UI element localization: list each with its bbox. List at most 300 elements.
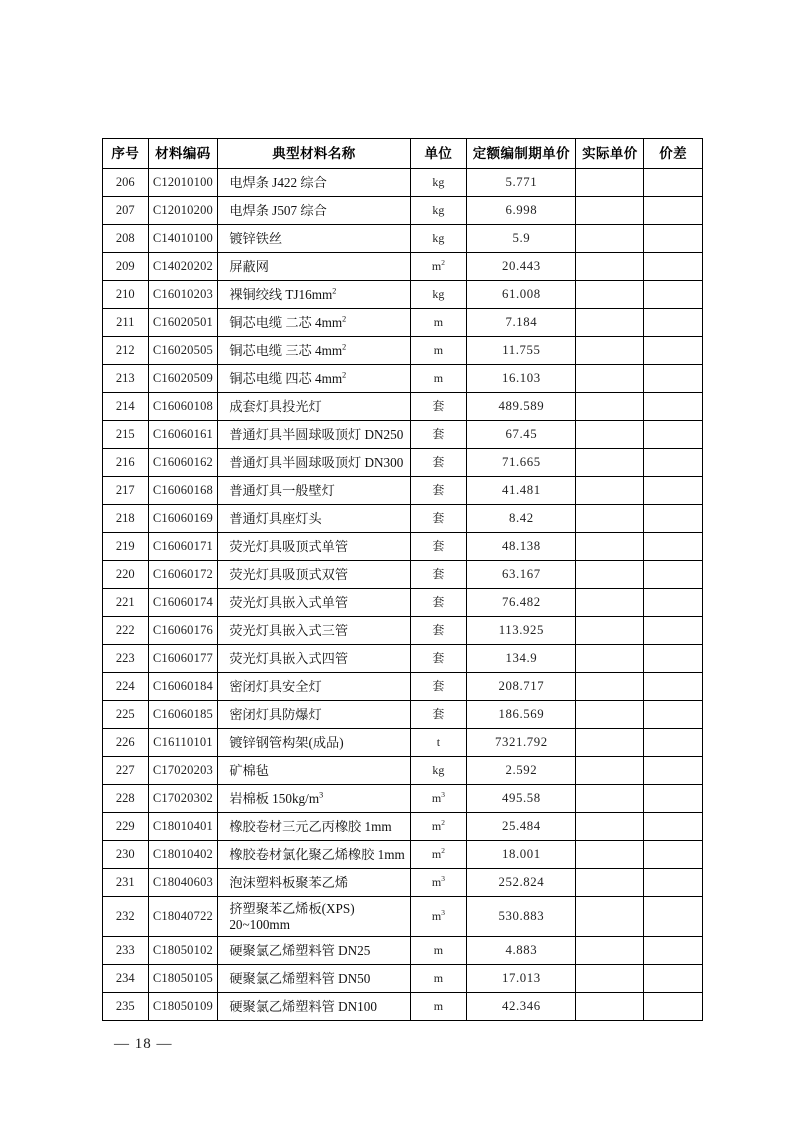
cell-material-code: C14020202 xyxy=(148,253,218,281)
cell-actual-price[interactable] xyxy=(576,589,644,617)
table-row xyxy=(103,813,703,841)
material-name-text: 硬聚氯乙烯塑料管 DN100 xyxy=(229,998,377,1014)
material-name-text: 硬聚氯乙烯塑料管 DN50 xyxy=(229,970,371,986)
cell-material-name xyxy=(218,449,410,477)
cell-base-price: 186.569 xyxy=(467,701,576,729)
cell-actual-price[interactable] xyxy=(576,869,644,897)
cell-base-price: 530.883 xyxy=(467,897,576,937)
material-name-text: 电焊条 J507 综合 xyxy=(229,202,327,218)
cell-price-difference[interactable] xyxy=(644,673,703,701)
cell-actual-price[interactable] xyxy=(576,337,644,365)
column-header-actual-price: 实际单价 xyxy=(576,139,644,169)
unit-text: m xyxy=(431,909,442,924)
cell-base-price: 4.883 xyxy=(467,937,576,965)
material-name-text: 矿棉毡 xyxy=(229,762,269,778)
cell-sequence: 235 xyxy=(103,993,149,1021)
cell-price-difference[interactable] xyxy=(644,253,703,281)
material-name-text: 铜芯电缆 四芯 4mm xyxy=(229,370,343,386)
cell-material-name xyxy=(218,813,410,841)
cell-price-difference[interactable] xyxy=(644,701,703,729)
unit-text: m xyxy=(433,371,444,386)
cell-material-name xyxy=(218,701,410,729)
table-row xyxy=(103,337,703,365)
material-name-text: 普通灯具半圆球吸顶灯 DN250 xyxy=(229,426,404,442)
cell-actual-price[interactable] xyxy=(576,505,644,533)
cell-unit xyxy=(410,645,467,673)
unit-text: m xyxy=(431,847,442,862)
unit-superscript: 3 xyxy=(441,874,445,884)
cell-material-name xyxy=(218,281,410,309)
cell-base-price: 8.42 xyxy=(467,505,576,533)
cell-base-price: 48.138 xyxy=(467,533,576,561)
cell-actual-price[interactable] xyxy=(576,701,644,729)
cell-base-price: 6.998 xyxy=(467,197,576,225)
cell-sequence: 212 xyxy=(103,337,149,365)
cell-material-code: C17020203 xyxy=(148,757,218,785)
cell-actual-price[interactable] xyxy=(576,673,644,701)
cell-actual-price[interactable] xyxy=(576,169,644,197)
material-name-text: 密闭灯具安全灯 xyxy=(229,678,322,694)
cell-sequence: 234 xyxy=(103,965,149,993)
cell-actual-price[interactable] xyxy=(576,421,644,449)
cell-actual-price[interactable] xyxy=(576,309,644,337)
cell-actual-price[interactable] xyxy=(576,393,644,421)
cell-unit xyxy=(410,365,467,393)
material-name-text: 成套灯具投光灯 xyxy=(229,398,322,414)
cell-price-difference[interactable] xyxy=(644,365,703,393)
table-row xyxy=(103,253,703,281)
cell-price-difference[interactable] xyxy=(644,169,703,197)
table-row xyxy=(103,365,703,393)
table-row xyxy=(103,197,703,225)
table-row xyxy=(103,897,703,937)
cell-base-price: 71.665 xyxy=(467,449,576,477)
cell-material-name xyxy=(218,841,410,869)
cell-price-difference[interactable] xyxy=(644,993,703,1021)
cell-material-code: C18050109 xyxy=(148,993,218,1021)
cell-base-price: 61.008 xyxy=(467,281,576,309)
cell-material-name xyxy=(218,757,410,785)
cell-base-price: 208.717 xyxy=(467,673,576,701)
cell-material-name xyxy=(218,673,410,701)
material-name-text: 屏蔽网 xyxy=(229,258,269,274)
cell-base-price: 16.103 xyxy=(467,365,576,393)
cell-sequence: 228 xyxy=(103,785,149,813)
material-name-text: 普通灯具座灯头 xyxy=(229,510,322,526)
cell-sequence: 218 xyxy=(103,505,149,533)
cell-base-price: 18.001 xyxy=(467,841,576,869)
unit-text: kg xyxy=(432,287,445,302)
cell-unit xyxy=(410,253,467,281)
cell-material-name xyxy=(218,729,410,757)
table-row xyxy=(103,617,703,645)
cell-base-price: 20.443 xyxy=(467,253,576,281)
cell-material-code: C18050102 xyxy=(148,937,218,965)
cell-price-difference[interactable] xyxy=(644,729,703,757)
table-row xyxy=(103,169,703,197)
cell-material-code: C16060174 xyxy=(148,589,218,617)
unit-text: 套 xyxy=(432,427,445,442)
cell-material-name xyxy=(218,393,410,421)
cell-material-name xyxy=(218,533,410,561)
cell-actual-price[interactable] xyxy=(576,365,644,393)
cell-price-difference[interactable] xyxy=(644,617,703,645)
cell-sequence: 210 xyxy=(103,281,149,309)
cell-actual-price[interactable] xyxy=(576,477,644,505)
cell-base-price: 67.45 xyxy=(467,421,576,449)
cell-sequence: 231 xyxy=(103,869,149,897)
cell-material-name xyxy=(218,617,410,645)
cell-material-name xyxy=(218,505,410,533)
cell-material-code: C16060168 xyxy=(148,477,218,505)
unit-text: 套 xyxy=(432,595,445,610)
cell-base-price: 76.482 xyxy=(467,589,576,617)
cell-material-name xyxy=(218,965,410,993)
material-name-text: 裸铜绞线 TJ16mm xyxy=(229,286,333,302)
cell-unit xyxy=(410,561,467,589)
cell-material-name xyxy=(218,225,410,253)
cell-unit xyxy=(410,477,467,505)
cell-material-code: C16010203 xyxy=(148,281,218,309)
cell-base-price: 252.824 xyxy=(467,869,576,897)
cell-price-difference[interactable] xyxy=(644,477,703,505)
table-row xyxy=(103,965,703,993)
cell-price-difference[interactable] xyxy=(644,589,703,617)
cell-unit xyxy=(410,841,467,869)
cell-unit xyxy=(410,897,467,937)
cell-unit xyxy=(410,785,467,813)
cell-actual-price[interactable] xyxy=(576,617,644,645)
cell-sequence: 206 xyxy=(103,169,149,197)
cell-base-price: 17.013 xyxy=(467,965,576,993)
material-name-text: 荧光灯具嵌入式四管 xyxy=(229,650,349,666)
material-name-superscript: 2 xyxy=(342,314,347,324)
unit-text: kg xyxy=(432,203,445,218)
cell-price-difference[interactable] xyxy=(644,449,703,477)
unit-text: m xyxy=(431,259,442,274)
unit-text: 套 xyxy=(432,623,445,638)
cell-price-difference[interactable] xyxy=(644,281,703,309)
cell-actual-price[interactable] xyxy=(576,757,644,785)
cell-sequence: 229 xyxy=(103,813,149,841)
cell-material-code: C16060176 xyxy=(148,617,218,645)
table-body xyxy=(103,169,703,1021)
cell-unit xyxy=(410,729,467,757)
cell-material-name xyxy=(218,869,410,897)
table-row xyxy=(103,589,703,617)
table-row xyxy=(103,869,703,897)
cell-material-name xyxy=(218,993,410,1021)
cell-base-price: 25.484 xyxy=(467,813,576,841)
cell-unit xyxy=(410,993,467,1021)
cell-actual-price[interactable] xyxy=(576,197,644,225)
cell-unit xyxy=(410,309,467,337)
cell-material-code: C16020509 xyxy=(148,365,218,393)
cell-actual-price[interactable] xyxy=(576,225,644,253)
material-price-table xyxy=(102,138,703,1021)
unit-text: 套 xyxy=(432,651,445,666)
cell-material-code: C12010100 xyxy=(148,169,218,197)
unit-superscript: 3 xyxy=(441,790,445,800)
cell-unit xyxy=(410,701,467,729)
cell-unit xyxy=(410,757,467,785)
column-header-unit: 单位 xyxy=(410,139,467,169)
cell-price-difference[interactable] xyxy=(644,421,703,449)
table-header-row xyxy=(103,139,703,169)
cell-actual-price[interactable] xyxy=(576,561,644,589)
material-name-text: 普通灯具一般壁灯 xyxy=(229,482,335,498)
cell-sequence: 232 xyxy=(103,897,149,937)
cell-unit xyxy=(410,505,467,533)
unit-text: m xyxy=(433,315,444,330)
cell-price-difference[interactable] xyxy=(644,937,703,965)
cell-price-difference[interactable] xyxy=(644,225,703,253)
material-name-text: 荧光灯具吸顶式单管 xyxy=(229,538,349,554)
cell-unit xyxy=(410,813,467,841)
cell-material-code: C17020302 xyxy=(148,785,218,813)
cell-material-code: C18040722 xyxy=(148,897,218,937)
cell-base-price: 134.9 xyxy=(467,645,576,673)
cell-sequence: 222 xyxy=(103,617,149,645)
unit-text: 套 xyxy=(432,539,445,554)
cell-material-code: C16020505 xyxy=(148,337,218,365)
cell-unit xyxy=(410,337,467,365)
cell-price-difference[interactable] xyxy=(644,393,703,421)
cell-sequence: 220 xyxy=(103,561,149,589)
cell-material-name xyxy=(218,169,410,197)
cell-unit xyxy=(410,869,467,897)
cell-sequence: 209 xyxy=(103,253,149,281)
unit-text: m xyxy=(433,971,444,986)
cell-price-difference[interactable] xyxy=(644,337,703,365)
table-row xyxy=(103,281,703,309)
cell-material-code: C16060172 xyxy=(148,561,218,589)
unit-text: kg xyxy=(432,231,445,246)
cell-actual-price[interactable] xyxy=(576,993,644,1021)
material-name-text: 荧光灯具嵌入式三管 xyxy=(229,622,349,638)
cell-price-difference[interactable] xyxy=(644,897,703,937)
cell-price-difference[interactable] xyxy=(644,841,703,869)
cell-material-code: C16060185 xyxy=(148,701,218,729)
cell-unit xyxy=(410,421,467,449)
material-name-text: 荧光灯具吸顶式双管 xyxy=(229,566,349,582)
cell-material-name xyxy=(218,937,410,965)
table-row xyxy=(103,701,703,729)
unit-superscript: 2 xyxy=(441,846,445,856)
cell-price-difference[interactable] xyxy=(644,645,703,673)
table-row xyxy=(103,309,703,337)
cell-material-code: C18040603 xyxy=(148,869,218,897)
unit-text: m xyxy=(433,343,444,358)
cell-price-difference[interactable] xyxy=(644,757,703,785)
cell-unit xyxy=(410,449,467,477)
table-row xyxy=(103,785,703,813)
material-name-superscript: 3 xyxy=(319,790,324,800)
cell-material-name xyxy=(218,785,410,813)
cell-unit xyxy=(410,169,467,197)
cell-material-code: C16060171 xyxy=(148,533,218,561)
unit-text: m xyxy=(431,819,442,834)
cell-material-code: C16020501 xyxy=(148,309,218,337)
column-header-base-price: 定额编制期单价 xyxy=(467,139,576,169)
cell-actual-price[interactable] xyxy=(576,645,644,673)
cell-material-code: C18010401 xyxy=(148,813,218,841)
cell-price-difference[interactable] xyxy=(644,533,703,561)
unit-text: m xyxy=(431,875,442,890)
material-name-superscript: 2 xyxy=(332,286,337,296)
cell-sequence: 227 xyxy=(103,757,149,785)
material-name-text: 铜芯电缆 二芯 4mm xyxy=(229,314,343,330)
cell-material-code: C18010402 xyxy=(148,841,218,869)
cell-price-difference[interactable] xyxy=(644,813,703,841)
material-name-superscript: 2 xyxy=(342,342,347,352)
cell-sequence: 208 xyxy=(103,225,149,253)
unit-superscript: 3 xyxy=(441,908,445,918)
cell-price-difference[interactable] xyxy=(644,785,703,813)
material-name-text: 荧光灯具嵌入式单管 xyxy=(229,594,349,610)
cell-material-code: C16060108 xyxy=(148,393,218,421)
cell-sequence: 221 xyxy=(103,589,149,617)
cell-actual-price[interactable] xyxy=(576,965,644,993)
cell-material-code: C16060169 xyxy=(148,505,218,533)
cell-sequence: 217 xyxy=(103,477,149,505)
unit-superscript: 2 xyxy=(441,258,445,268)
cell-unit xyxy=(410,617,467,645)
unit-superscript: 2 xyxy=(441,818,445,828)
unit-text: 套 xyxy=(432,483,445,498)
cell-sequence: 215 xyxy=(103,421,149,449)
cell-sequence: 225 xyxy=(103,701,149,729)
cell-unit xyxy=(410,965,467,993)
cell-material-code: C16060177 xyxy=(148,645,218,673)
cell-base-price: 495.58 xyxy=(467,785,576,813)
table-row xyxy=(103,561,703,589)
material-name-text: 镀锌钢管构架(成品) xyxy=(229,734,344,750)
cell-unit xyxy=(410,673,467,701)
cell-actual-price[interactable] xyxy=(576,253,644,281)
cell-price-difference[interactable] xyxy=(644,309,703,337)
cell-material-name xyxy=(218,477,410,505)
material-name-text: 橡胶卷材氯化聚乙烯橡胶 1mm xyxy=(229,846,405,862)
cell-price-difference[interactable] xyxy=(644,197,703,225)
cell-base-price: 42.346 xyxy=(467,993,576,1021)
unit-text: 套 xyxy=(432,567,445,582)
material-name-text: 泡沫塑料板聚苯乙烯 xyxy=(229,874,349,890)
cell-material-code: C16060162 xyxy=(148,449,218,477)
cell-actual-price[interactable] xyxy=(576,785,644,813)
cell-sequence: 211 xyxy=(103,309,149,337)
unit-text: 套 xyxy=(432,707,445,722)
cell-material-name xyxy=(218,337,410,365)
cell-actual-price[interactable] xyxy=(576,813,644,841)
table-row xyxy=(103,421,703,449)
cell-unit xyxy=(410,533,467,561)
page-number: — 18 — xyxy=(114,1036,173,1052)
cell-price-difference[interactable] xyxy=(644,965,703,993)
material-name-text: 挤塑聚苯乙烯板(XPS) xyxy=(229,900,355,916)
cell-sequence: 233 xyxy=(103,937,149,965)
unit-text: m xyxy=(431,791,442,806)
table-row xyxy=(103,729,703,757)
table-row xyxy=(103,937,703,965)
cell-base-price: 41.481 xyxy=(467,477,576,505)
cell-sequence: 219 xyxy=(103,533,149,561)
table-row xyxy=(103,673,703,701)
material-name-text: 镀锌铁丝 xyxy=(229,230,283,246)
cell-base-price: 7.184 xyxy=(467,309,576,337)
cell-unit xyxy=(410,281,467,309)
cell-unit xyxy=(410,197,467,225)
cell-actual-price[interactable] xyxy=(576,841,644,869)
cell-base-price: 5.771 xyxy=(467,169,576,197)
material-name-text: 硬聚氯乙烯塑料管 DN25 xyxy=(229,942,371,958)
cell-price-difference[interactable] xyxy=(644,505,703,533)
cell-material-code: C16060184 xyxy=(148,673,218,701)
cell-actual-price[interactable] xyxy=(576,449,644,477)
table-row xyxy=(103,757,703,785)
table-row xyxy=(103,449,703,477)
table-row xyxy=(103,841,703,869)
cell-sequence: 230 xyxy=(103,841,149,869)
cell-material-name xyxy=(218,253,410,281)
material-name-text: 密闭灯具防爆灯 xyxy=(229,706,322,722)
unit-text: m xyxy=(433,999,444,1014)
cell-actual-price[interactable] xyxy=(576,897,644,937)
material-name-text: 橡胶卷材三元乙丙橡胶 1mm xyxy=(229,818,392,834)
cell-unit xyxy=(410,589,467,617)
cell-sequence: 224 xyxy=(103,673,149,701)
table-row xyxy=(103,645,703,673)
table-row xyxy=(103,477,703,505)
cell-base-price: 113.925 xyxy=(467,617,576,645)
cell-actual-price[interactable] xyxy=(576,533,644,561)
unit-text: 套 xyxy=(432,679,445,694)
table-row xyxy=(103,393,703,421)
cell-actual-price[interactable] xyxy=(576,937,644,965)
column-header-code: 材料编码 xyxy=(148,139,218,169)
cell-material-code: C14010100 xyxy=(148,225,218,253)
cell-actual-price[interactable] xyxy=(576,729,644,757)
unit-text: kg xyxy=(432,763,445,778)
cell-unit xyxy=(410,225,467,253)
unit-text: 套 xyxy=(432,455,445,470)
cell-material-name xyxy=(218,197,410,225)
cell-price-difference[interactable] xyxy=(644,869,703,897)
cell-sequence: 226 xyxy=(103,729,149,757)
material-name-superscript: 2 xyxy=(342,370,347,380)
cell-base-price: 11.755 xyxy=(467,337,576,365)
unit-text: 套 xyxy=(432,511,445,526)
cell-material-name xyxy=(218,897,410,937)
column-header-sequence: 序号 xyxy=(103,139,149,169)
table-row xyxy=(103,533,703,561)
cell-sequence: 216 xyxy=(103,449,149,477)
material-name-text: 普通灯具半圆球吸顶灯 DN300 xyxy=(229,454,404,470)
cell-price-difference[interactable] xyxy=(644,561,703,589)
cell-material-code: C12010200 xyxy=(148,197,218,225)
table-row xyxy=(103,225,703,253)
column-header-price-diff: 价差 xyxy=(644,139,703,169)
cell-base-price: 7321.792 xyxy=(467,729,576,757)
cell-base-price: 489.589 xyxy=(467,393,576,421)
cell-base-price: 63.167 xyxy=(467,561,576,589)
cell-actual-price[interactable] xyxy=(576,281,644,309)
cell-unit xyxy=(410,393,467,421)
material-name-text: 铜芯电缆 三芯 4mm xyxy=(229,342,343,358)
material-name-text: 岩棉板 150kg/m xyxy=(229,790,320,806)
cell-unit xyxy=(410,937,467,965)
material-name-second-line: 20~100mm xyxy=(229,916,290,932)
